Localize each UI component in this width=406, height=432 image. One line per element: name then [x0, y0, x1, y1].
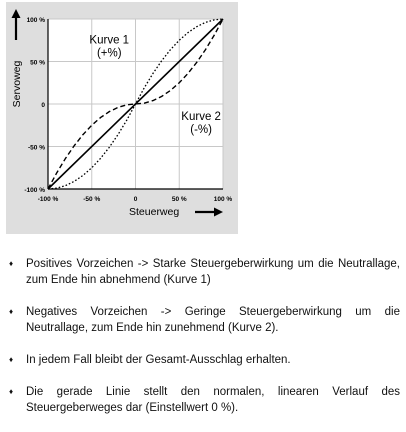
- note-item: [0, 256, 406, 288]
- x-tick-label: 100 %: [213, 196, 233, 203]
- note-text: Die gerade Linie stellt den normalen, linearen Verlauf des Steuergeberweges dar (Einstellwert 0 %).: [26, 386, 400, 414]
- x-axis-label: Steuerweg: [129, 206, 180, 218]
- x-tick-label: 50 %: [171, 196, 187, 203]
- y-tick-label: 100 %: [26, 17, 45, 24]
- curve-label-1-sign: (+%): [96, 47, 122, 60]
- note-text: In jedem Fall bleibt der Gesamt-Ausschlag erhalten.: [26, 354, 291, 366]
- note-item: [0, 384, 406, 416]
- x-tick-label: 0: [133, 196, 138, 203]
- note-item: [0, 304, 406, 336]
- curve-label-2-sign: (-%): [190, 124, 212, 137]
- curve-figure: [6, 2, 238, 234]
- note-item: [0, 352, 406, 368]
- note-text: Negatives Vorzeichen -> Geringe Steuergeberwirkung um die Neutrallage, zum Ende hin zunehmend (Kurve 2).: [26, 306, 400, 334]
- note-text: Positives Vorzeichen -> Starke Steuergeberwirkung um die Neutrallage, zum Ende hin abnehmend (Kurve 1): [26, 258, 400, 286]
- curve-chart: [6, 2, 238, 234]
- y-tick-label: -100 %: [24, 187, 45, 194]
- bullet-icon: ♦: [9, 387, 14, 396]
- y-axis-label: Servoweg: [11, 60, 23, 108]
- y-tick-label: 0: [41, 102, 45, 109]
- y-tick-label: 50 %: [30, 59, 45, 67]
- x-tick-label: -100 %: [37, 196, 59, 203]
- curve-label-1-name: Kurve 1: [89, 34, 130, 47]
- bullet-icon: ♦: [9, 259, 14, 268]
- bullet-icon: ♦: [9, 307, 14, 316]
- x-tick-label: -50 %: [83, 196, 101, 203]
- curve-label-2-name: Kurve 2: [181, 111, 221, 124]
- notes-list: [0, 256, 406, 432]
- y-tick-label: -50 %: [28, 144, 45, 152]
- bullet-icon: ♦: [9, 355, 14, 364]
